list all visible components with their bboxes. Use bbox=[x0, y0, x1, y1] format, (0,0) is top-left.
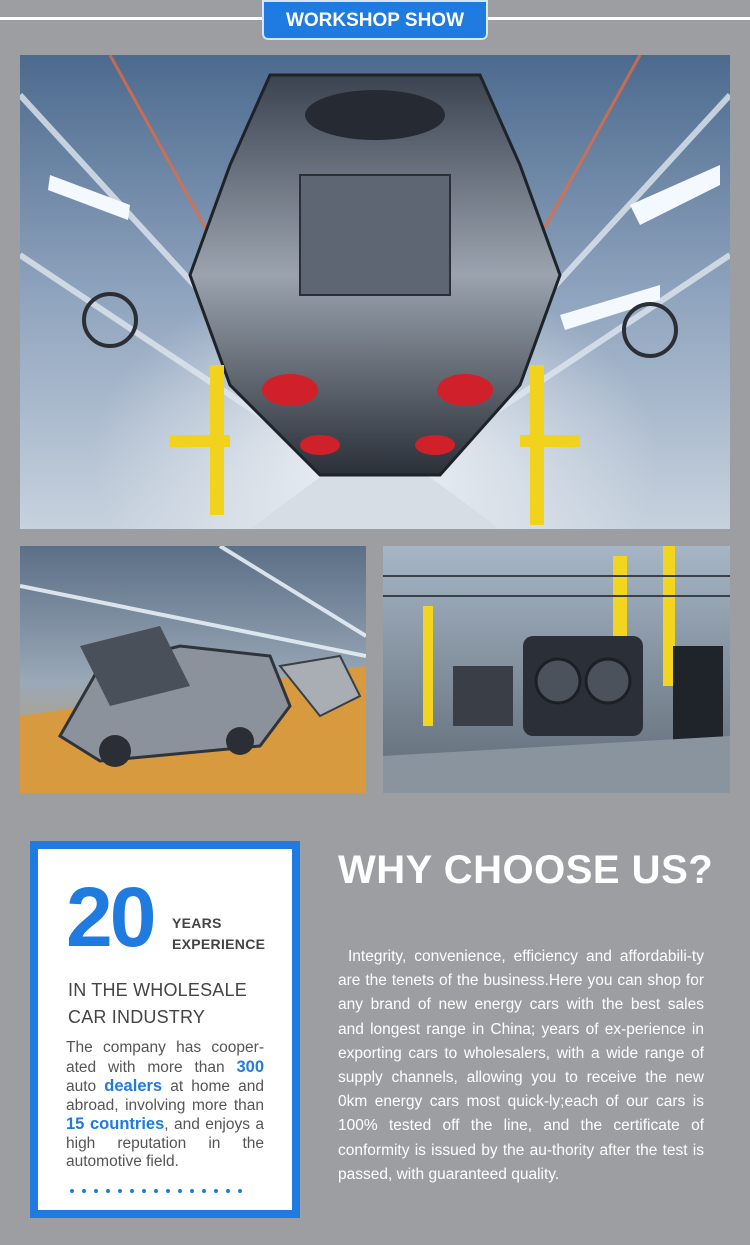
dot bbox=[202, 1189, 206, 1193]
dot bbox=[238, 1189, 242, 1193]
countries-highlight: 15 countries bbox=[66, 1115, 165, 1133]
dot bbox=[154, 1189, 158, 1193]
years-number: 20 bbox=[66, 870, 154, 964]
dot bbox=[118, 1189, 122, 1193]
dot bbox=[70, 1189, 74, 1193]
industry-heading: IN THE WHOLESALE CAR INDUSTRY bbox=[68, 980, 247, 1027]
years-experience-label: YEARS EXPERIENCE bbox=[172, 915, 266, 952]
dot bbox=[214, 1189, 218, 1193]
body-line-photo bbox=[20, 546, 366, 793]
engine-line-photo bbox=[383, 546, 730, 793]
section-title-badge: WORKSHOP SHOW bbox=[262, 0, 488, 40]
dot bbox=[178, 1189, 182, 1193]
dot bbox=[226, 1189, 230, 1193]
experience-card bbox=[30, 841, 300, 1218]
dot bbox=[166, 1189, 170, 1193]
dot bbox=[94, 1189, 98, 1193]
dot bbox=[106, 1189, 110, 1193]
why-choose-us-paragraph: Integrity, convenience, efficiency and affordabili-ty are the tenets of the business.Here you can shop for any brand of new energy cars with the best sales and longest range in China; years of ex-perience in exporting cars to wholesalers, with a wide range of supply channels, allowing you to receive the new 0km energy cars most quick-ly;each of our cars is 100% tested off the line, and the certificate of conformity is issued by the au-thority after the test is passed, with guaranteed quality. bbox=[338, 948, 704, 1183]
why-choose-us-title: WHY CHOOSE US? bbox=[338, 848, 714, 892]
workshop-main-photo bbox=[20, 55, 730, 529]
dealer-count-highlight: 300 bbox=[236, 1057, 264, 1076]
dot bbox=[82, 1189, 86, 1193]
dot bbox=[130, 1189, 134, 1193]
header-line-left bbox=[0, 17, 262, 20]
decorative-dots bbox=[70, 1189, 242, 1193]
dot bbox=[142, 1189, 146, 1193]
dot bbox=[190, 1189, 194, 1193]
header-line-right bbox=[488, 17, 750, 20]
dealers-highlight: dealers bbox=[104, 1077, 163, 1095]
company-description: The company has cooper-ated with more than 300 auto dealers at home and abroad, involving more than 15 countries, and enjoys a high reputation in the automotive field. bbox=[66, 1039, 264, 1170]
